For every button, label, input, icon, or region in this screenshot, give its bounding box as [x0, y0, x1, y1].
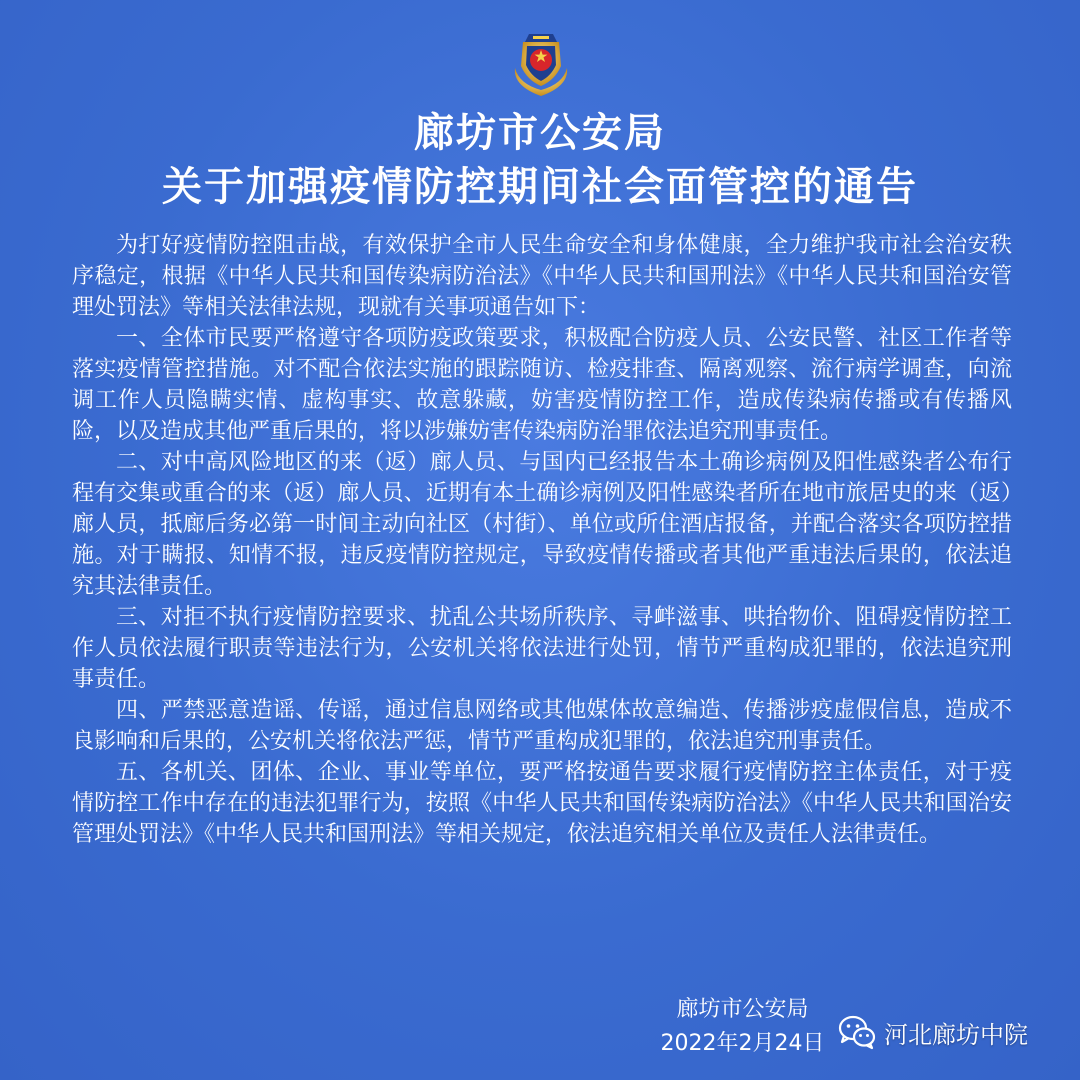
clause-paragraph-3: 三、对拒不执行疫情防控要求、扰乱公共场所秩序、寻衅滋事、哄抬物价、阻碍疫情防控工作人员依法履行职责等违法行为，公安机关将依法进行处罚，情节严重构成犯罪的，依法追究刑事责任。	[72, 605, 1012, 692]
notice-body	[72, 230, 1012, 850]
intro-paragraph: 为打好疫情防控阻击战，有效保护全市人民生命安全和身体健康，全力维护我市社会治安秩序稳定，根据《中华人民共和国传染病防治法》《中华人民共和国刑法》《中华人民共和国治安管理处罚法》等相关法律法规，现就有关事项通告如下：	[72, 233, 1012, 320]
clause-paragraph-2: 二、对中高风险地区的来（返）廊人员、与国内已经报告本土确诊病例及阳性感染者公布行程有交集或重合的来（返）廊人员、近期有本土确诊病例及阳性感染者所在地市旅居史的来（返）廊人员，抵廊后务必第一时间主动向社区（村街）、单位或所住酒店报备，并配合落实各项防控措施。对于瞒报、知情不报，违反疫情防控规定，导致疫情传播或者其他严重违法后果的，依法追究其法律责任。	[72, 450, 1012, 599]
clause-paragraph-1: 一、全体市民要严格遵守各项防疫政策要求，积极配合防疫人员、公安民警、社区工作者等落实疫情管控措施。对不配合依法实施的跟踪随访、检疫排查、隔离观察、流行病学调查，向流调工作人员隐瞒实情、虚构事实、故意躲藏，妨害疫情防控工作，造成传染病传播或有传播风险，以及造成其他严重后果的，将以涉嫌妨害传染病防治罪依法追究刑事责任。	[72, 326, 1012, 444]
page-subtitle: 关于加强疫情防控期间社会面管控的通告	[162, 164, 918, 210]
wechat-icon	[838, 1014, 876, 1050]
signature-date: 2022年2月24日	[660, 1031, 825, 1056]
watermark	[838, 1014, 1028, 1050]
page-title: 廊坊市公安局	[414, 110, 666, 156]
clause-paragraph-5: 五、各机关、团体、企业、事业等单位，要严格按通告要求履行疫情防控主体责任，对于疫情防控工作中存在的违法犯罪行为，按照《中华人民共和国传染病防治法》《中华人民共和国治安管理处罚法》《中华人民共和国刑法》等相关规定，依法追究相关单位及责任人法律责任。	[72, 760, 1012, 847]
police-emblem-icon	[505, 28, 577, 100]
clause-paragraph-4: 四、严禁恶意造谣、传谣，通过信息网络或其他媒体故意编造、传播涉疫虚假信息，造成不良影响和后果的，公安机关将依法严惩，情节严重构成犯罪的，依法追究刑事责任。	[72, 698, 1012, 754]
watermark-text: 河北廊坊中院	[884, 1020, 1028, 1049]
signature-org: 廊坊市公安局	[676, 997, 809, 1022]
